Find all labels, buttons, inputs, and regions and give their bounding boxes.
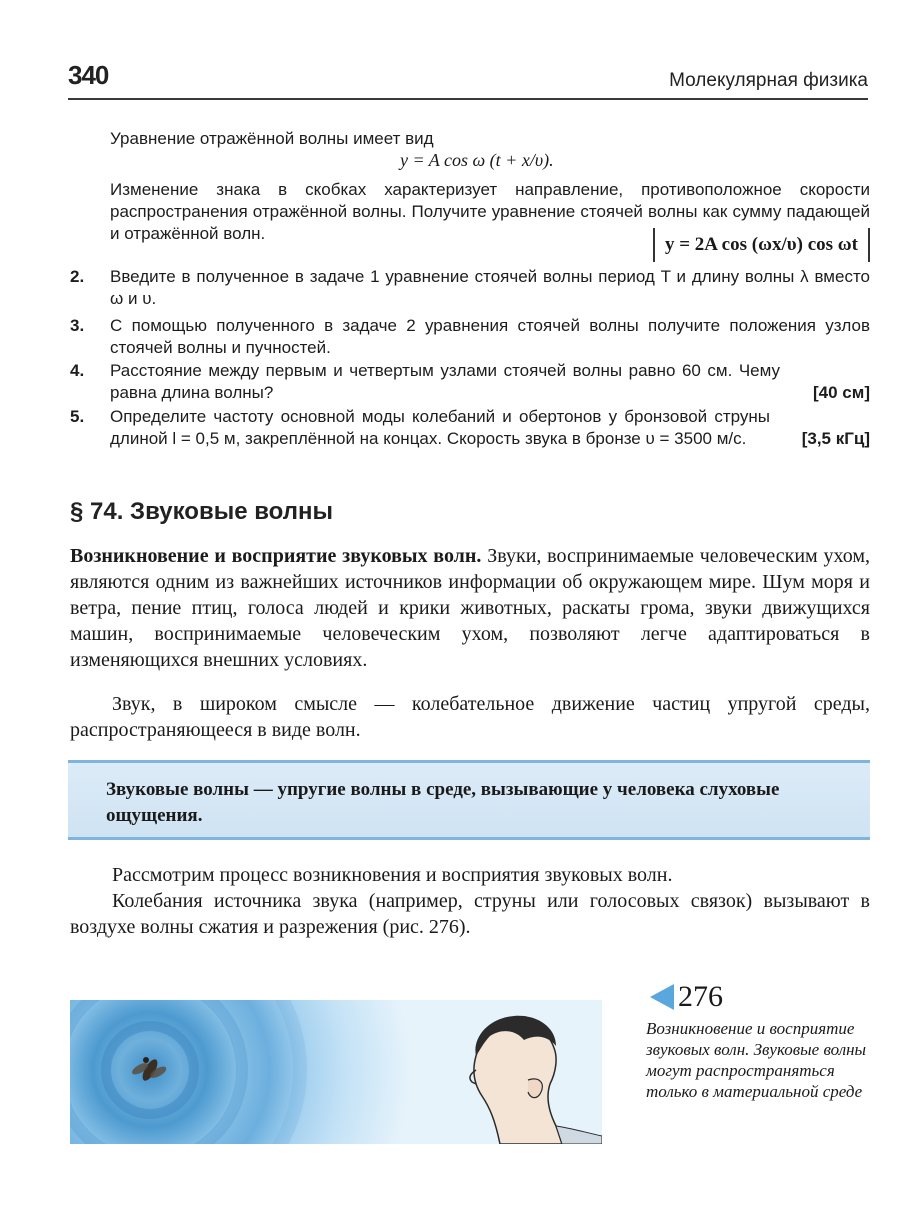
task-number: 5. bbox=[70, 407, 85, 426]
consider-text: Рассмотрим процесс возникновения и восприятия звуковых волн. bbox=[112, 864, 673, 886]
paragraph-heading: § 74. Звуковые волны bbox=[70, 498, 333, 525]
sound-wave-illustration bbox=[70, 1000, 602, 1144]
definition-text: Звуковые волны — упругие волны в среде, вызывающие у человека слуховые ощущения. bbox=[106, 779, 780, 826]
page-header bbox=[68, 60, 868, 100]
body-paragraph bbox=[70, 543, 870, 673]
reflected-wave-text: Уравнение отражённой волны имеет вид bbox=[110, 129, 434, 148]
figure-image bbox=[70, 1000, 602, 1144]
task-text: Расстояние между первым и четвертым узлами стоячей волны равно 60 см. Чему равна длина волны? bbox=[110, 361, 780, 402]
task-4 bbox=[70, 360, 870, 404]
definition-box bbox=[68, 760, 870, 840]
figure-number: 276 bbox=[678, 980, 723, 1013]
figure-caption: Возникновение и восприятие звуковых волн. Звуковые волны могут распространяться только в материальной среде bbox=[646, 1019, 867, 1101]
task-5 bbox=[70, 406, 870, 450]
task-answer: [3,5 кГц] bbox=[801, 429, 870, 448]
section-title: Молекулярная физика bbox=[669, 70, 868, 91]
task-text: Введите в полученное в задаче 1 уравнение стоячей волны период T и длину волны λ вместо ω и υ. bbox=[110, 267, 870, 308]
reflected-wave-formula: y = A cos ω (t + x/υ). bbox=[400, 150, 554, 170]
task-number: 3. bbox=[70, 316, 85, 335]
triangle-marker-icon bbox=[650, 984, 674, 1010]
standing-wave-answer: y = 2A cos (ωx/υ) cos ωt bbox=[653, 228, 870, 262]
lead-bold: Возникновение и восприятие звуковых волн. bbox=[70, 545, 482, 567]
figure-label bbox=[650, 980, 723, 1014]
sound-definition-text: Звук, в широком смысле — колебательное движение частиц упругой среды, распространяющееся в виде волн. bbox=[70, 693, 870, 741]
task-2 bbox=[70, 266, 870, 310]
task-text: С помощью полученного в задаче 2 уравнения стоячей волны получите положения узлов стоячей волны и пучностей. bbox=[110, 316, 870, 357]
task-3 bbox=[70, 315, 870, 359]
lead-text: Звуки, воспринимаемые человеческим ухом, являются одним из важнейших источников информации об окружающем мире. Шум моря и ветра, пение птиц, голоса людей и крики животных, раскаты грома, звуки движущихся машин, воспринимаемые человеческим ухом, позволяют легче адаптироваться в изменяющихся внешних условиях. bbox=[70, 545, 870, 671]
task-answer: [40 см] bbox=[813, 383, 870, 402]
vibrations-text: Колебания источника звука (например, струны или голосовых связок) вызывают в воздухе волны сжатия и разрежения (рис. 276). bbox=[70, 890, 870, 938]
task-number: 4. bbox=[70, 361, 85, 380]
task-number: 2. bbox=[70, 267, 85, 286]
task-text: Определите частоту основной моды колебаний и обертонов у бронзовой струны длиной l = 0,5 м, закреплённой на концах. Скорость звука в бронзе υ = 3500 м/с. bbox=[110, 407, 770, 448]
sign-change-text: Изменение знака в скобках характеризует направление, противоположное скорости распространения отражённой волны. Получите уравнение стоячей волны как сумму падающей и отражённой волн. bbox=[110, 180, 870, 243]
page-number: 340 bbox=[68, 60, 109, 90]
